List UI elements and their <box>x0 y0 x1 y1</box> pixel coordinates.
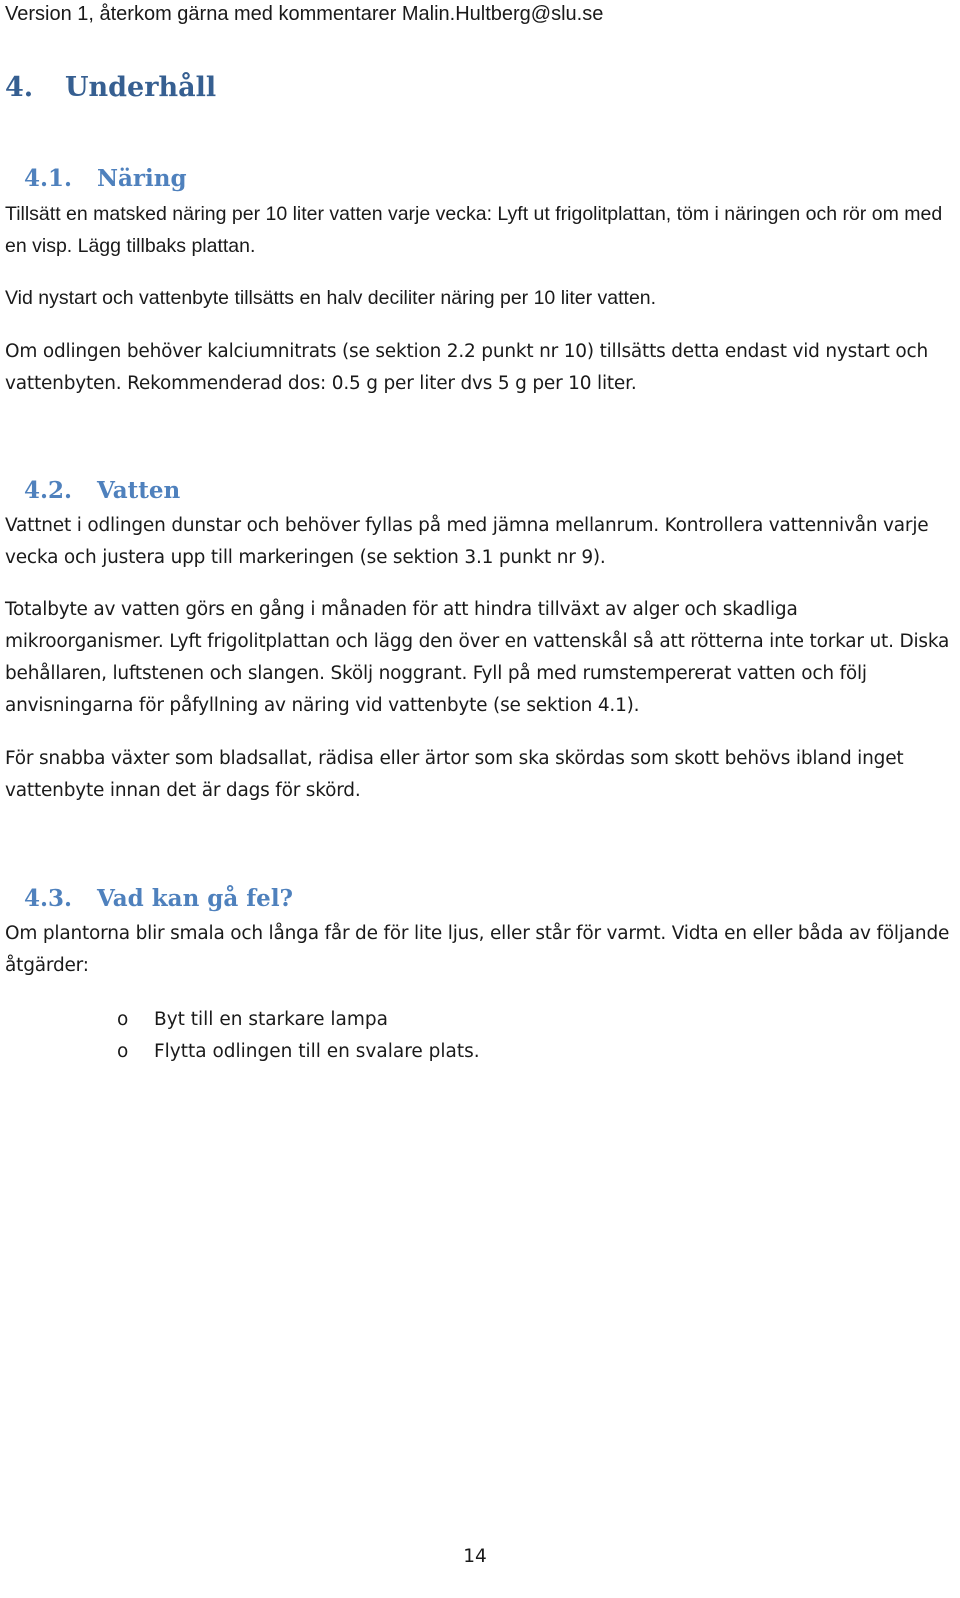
list-item-text: Flytta odlingen till en svalare plats. <box>154 1041 480 1062</box>
section-heading-naring <box>24 163 187 195</box>
page-number: 14 <box>463 1546 487 1567</box>
section-number: 4.3. <box>24 885 73 912</box>
section-title: Vad kan gå fel? <box>97 885 294 912</box>
paragraph: För snabba växter som bladsallat, rädisa eller ärtor som ska skördas som skott behövs ibland inget vattenbyte innan det är dags för skörd. <box>5 748 904 801</box>
action-list <box>117 1004 480 1068</box>
section-title: Vatten <box>97 477 181 504</box>
paragraph: Om plantorna blir smala och långa får de för lite ljus, eller står för varmt. Vidta en eller båda av följande åtgärder: <box>5 923 950 976</box>
paragraph: Vid nystart och vattenbyte tillsätts en halv deciliter näring per 10 liter vatten. <box>5 287 657 309</box>
paragraph: Vattnet i odlingen dunstar och behöver fyllas på med jämna mellanrum. Kontrollera vattennivån varje vecka och justera upp till markeringen (se sektion 3.1 punkt nr 9). <box>5 515 929 568</box>
list-item <box>117 1004 480 1036</box>
list-item-text: Byt till en starkare lampa <box>154 1009 388 1030</box>
paragraph: Tillsätt en matsked näring per 10 liter vatten varje vecka: Lyft ut frigolitplattan, töm i näringen och rör om med en visp. Lägg tillbaks plattan. <box>5 203 943 257</box>
section-heading-vatten <box>24 475 180 507</box>
section-title: Näring <box>97 165 187 192</box>
section-heading-vad-kan-ga-fel <box>24 883 293 915</box>
paragraph: Om odlingen behöver kalciumnitrats (se sektion 2.2 punkt nr 10) tillsätts detta endast vid nystart och vattenbyten. Rekommenderad dos: 0.5 g per liter dvs 5 g per 10 liter. <box>5 341 929 394</box>
paragraph: Totalbyte av vatten görs en gång i månaden för att hindra tillväxt av alger och skadliga mikroorganismer. Lyft frigolitplattan och lägg den över en vattenskål så att rötterna inte torkar ut. Diska behållaren, luftstenen och slangen. Skölj noggrant. Fyll på med rumstempererat vatten och följ anvisningarna för påfyllning av näring vid vattenbyte (se sektion 4.1). <box>5 599 950 716</box>
header-version-note: Version 1, återkom gärna med kommentarer Malin.Hultberg@slu.se <box>5 3 604 25</box>
section-number: 4.2. <box>24 477 73 504</box>
chapter-number: 4. <box>5 72 34 103</box>
bullet-icon: o <box>117 1041 129 1062</box>
chapter-heading <box>5 70 216 106</box>
list-item <box>117 1036 480 1068</box>
bullet-icon: o <box>117 1009 129 1030</box>
chapter-title: Underhåll <box>65 72 217 103</box>
section-number: 4.1. <box>24 165 73 192</box>
